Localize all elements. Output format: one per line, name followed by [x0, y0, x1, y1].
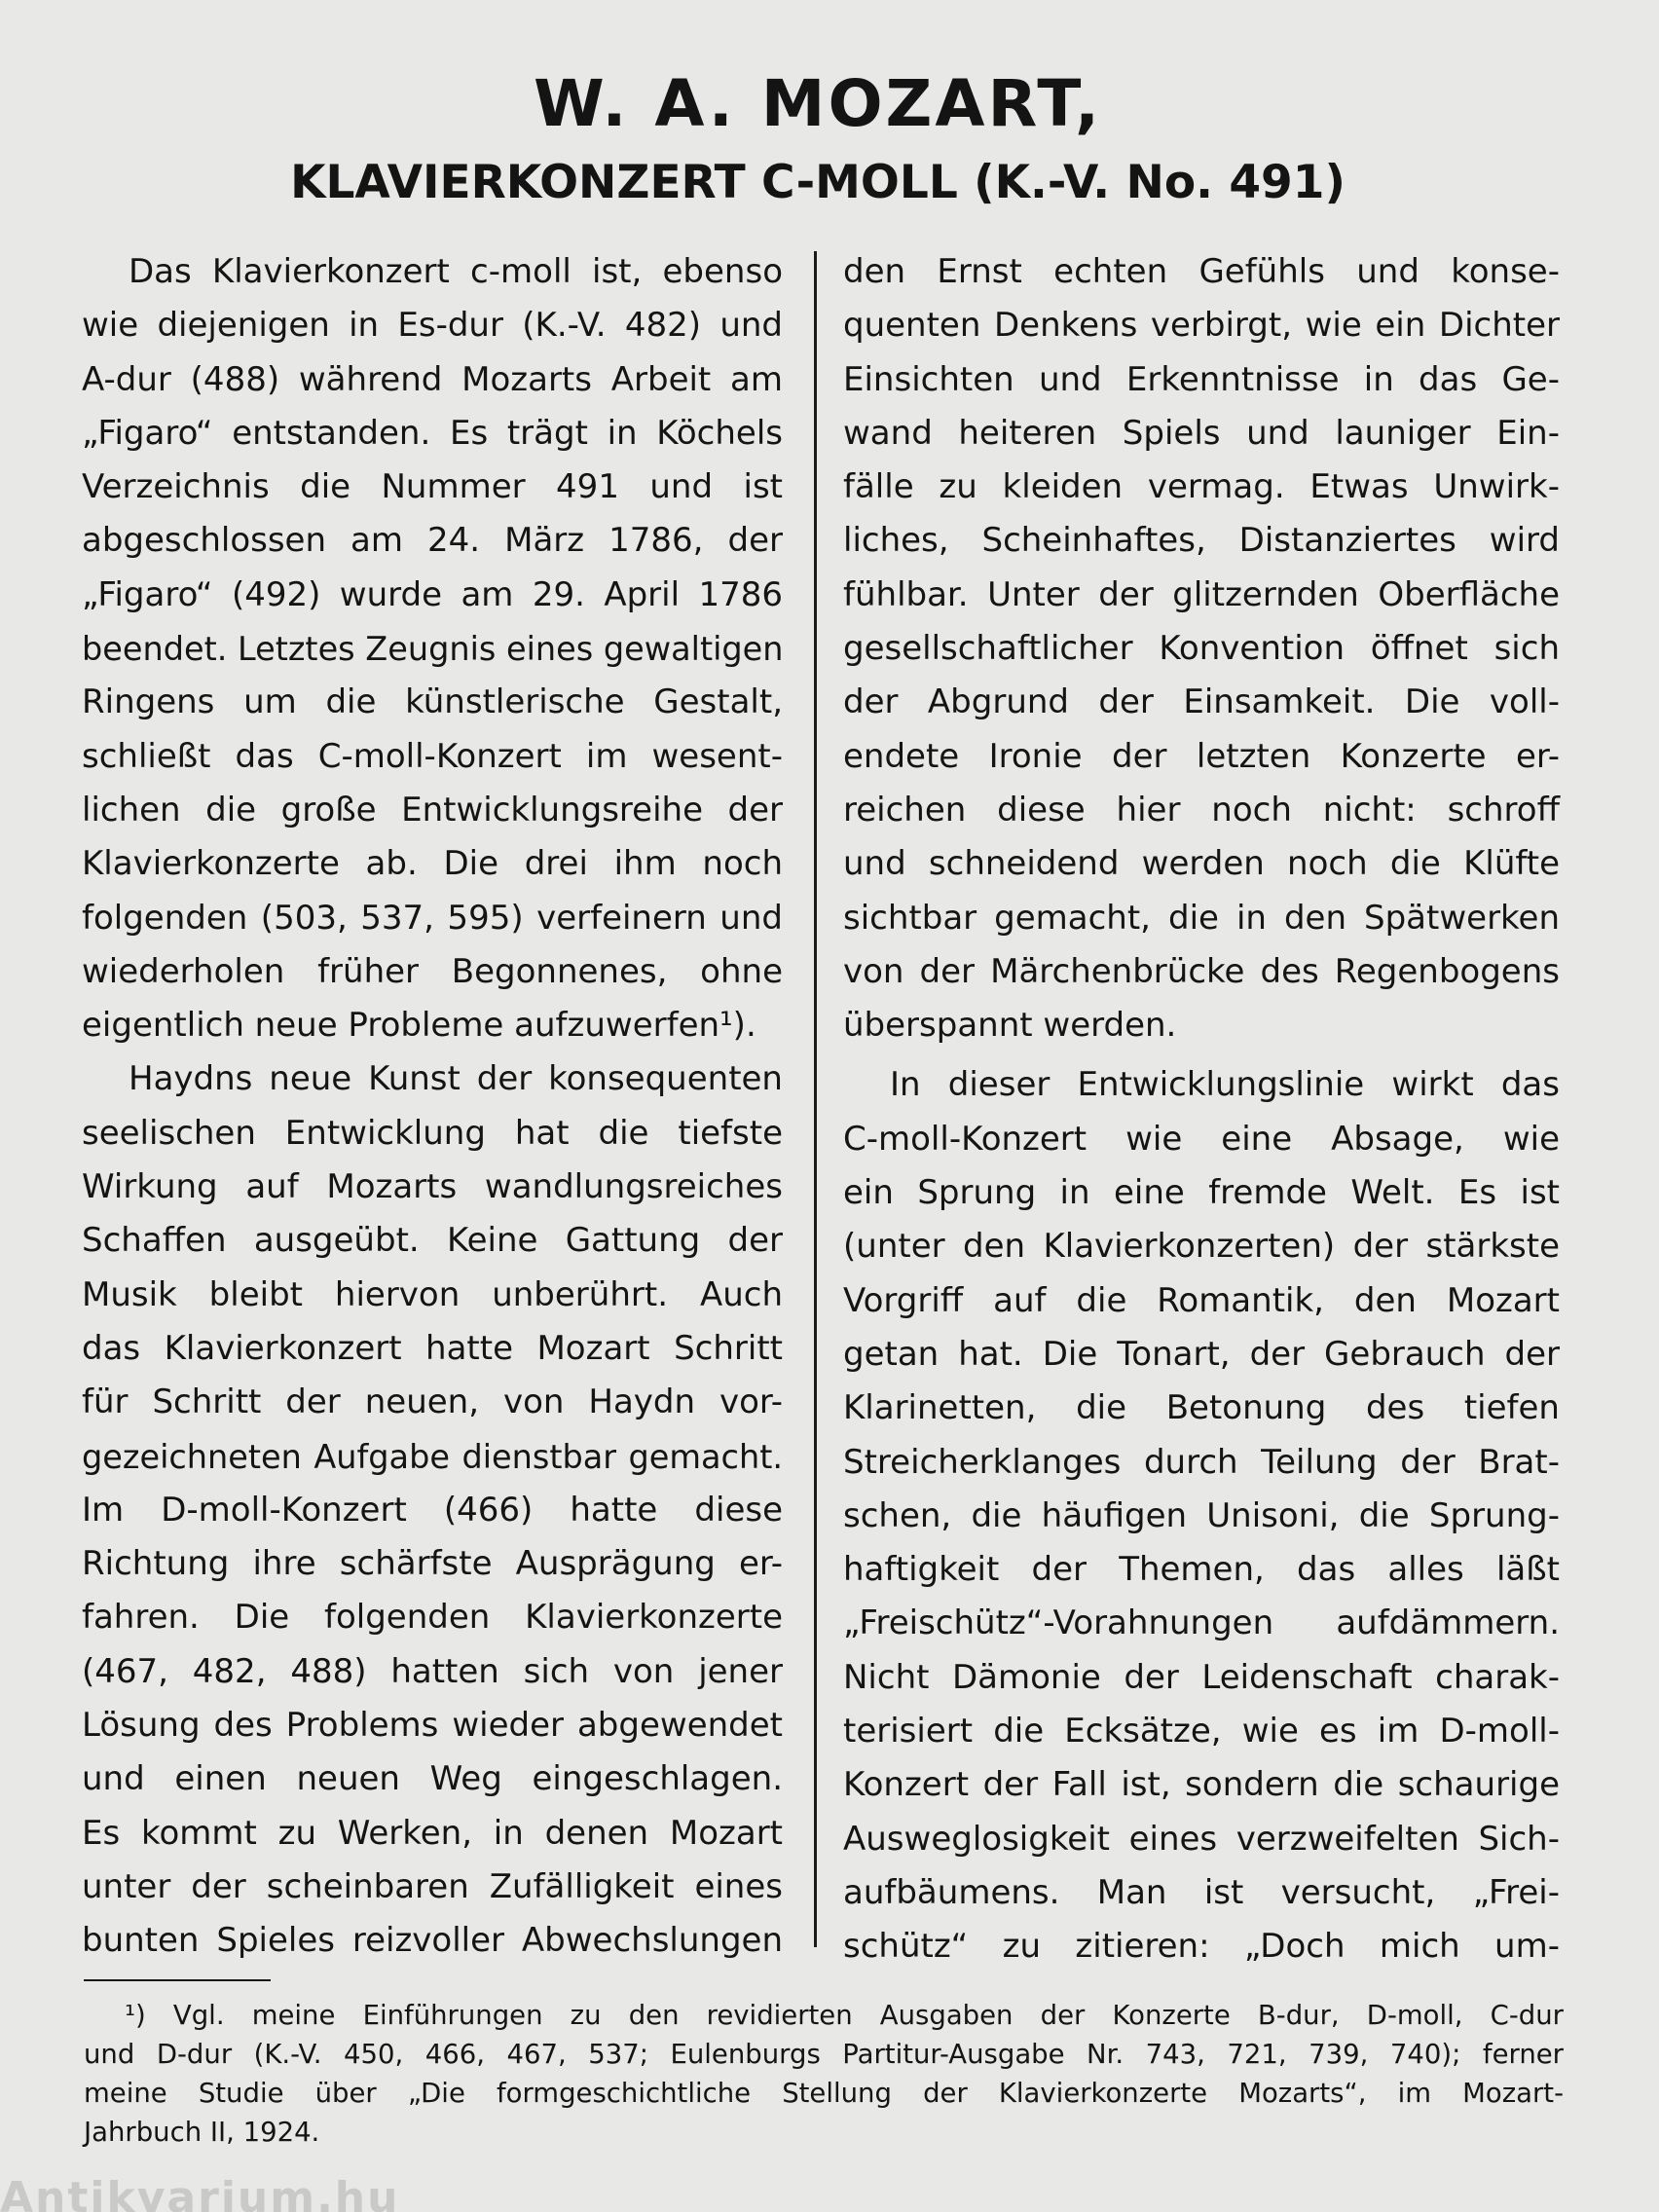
text-line: überspannt werden. [843, 1006, 1177, 1046]
text-line: Das Klavierkonzert c-moll ist, ebenso [129, 252, 783, 291]
text-line: Einsichten und Erkenntnisse in das Ge- [843, 359, 1560, 399]
text-line: Richtung ihre schärfste Ausprägung er- [82, 1544, 783, 1584]
text-line: wie diejenigen in Es-dur (K.-V. 482) und [82, 306, 783, 346]
text-line: Wirkung auf Mozarts wandlungsreiches [82, 1167, 783, 1207]
text-line: gezeichneten Aufgabe dienstbar gemacht. [82, 1437, 783, 1476]
text-line: endete Ironie der letzten Konzerte er- [843, 736, 1560, 776]
text-line: terisiert die Ecksätze, wie es im D-moll- [843, 1712, 1560, 1751]
footnote [84, 1996, 1564, 2152]
left-column [82, 245, 783, 1969]
text-line: reichen diese hier noch nicht: schroff [843, 790, 1560, 830]
text-line: abgeschlossen am 24. März 1786, der [82, 521, 783, 561]
text-line: „Figaro“ entstanden. Es trägt in Köchels [82, 413, 783, 453]
text-line: schließt das C-moll-Konzert im wesent- [82, 736, 783, 776]
text-line: bunten Spieles reizvoller Abwechslungen [82, 1921, 783, 1961]
text-line: Nicht Dämonie der Leidenschaft charak- [843, 1657, 1560, 1697]
text-line: Klavierkonzerte ab. Die drei ihm noch [82, 844, 783, 884]
text-line: Verzeichnis die Nummer 491 und ist [82, 467, 783, 507]
text-line: Streicherklanges durch Teilung der Brat- [843, 1442, 1560, 1482]
text-line: Ausweglosigkeit eines verzweifelten Sich- [843, 1819, 1560, 1859]
text-line: „Freischütz“-Vorahnungen aufdämmern. [843, 1604, 1560, 1643]
text-line: seelischen Entwicklung hat die tiefste [82, 1113, 783, 1153]
text-line: Ringens um die künstlerische Gestalt, [82, 682, 783, 722]
text-line: eigentlich neue Probleme aufzuwerfen¹). [82, 1006, 756, 1046]
text-line: für Schritt der neuen, von Haydn vor- [82, 1382, 783, 1422]
right-column [843, 245, 1560, 1974]
text-line: liches, Scheinhaftes, Distanziertes wird [843, 521, 1560, 561]
text-line: In dieser Entwicklungslinie wirkt das [890, 1065, 1560, 1105]
text-line: fälle zu kleiden vermag. Etwas Unwirk- [843, 467, 1560, 507]
text-line: Im D-moll-Konzert (466) hatte diese [82, 1490, 783, 1530]
text-line: Schaffen ausgeübt. Keine Gattung der [82, 1221, 783, 1261]
text-line: (467, 482, 488) hatten sich von jener [82, 1651, 783, 1691]
text-line: haftigkeit der Themen, das alles läßt [843, 1550, 1560, 1590]
text-line: von der Märchenbrücke des Regenbogens [843, 951, 1560, 991]
text-line: und schneidend werden noch die Klüfte [843, 844, 1560, 884]
text-line: Konzert der Fall ist, sondern die schaurige [843, 1765, 1560, 1805]
text-line: schen, die häufigen Unisoni, die Sprung- [843, 1495, 1560, 1535]
paragraph-right-1 [843, 245, 1560, 1052]
text-line: wiederholen früher Begonnenes, ohne [82, 951, 783, 991]
text-line: A-dur (488) während Mozarts Arbeit am [82, 359, 783, 399]
text-line: quenten Denkens verbirgt, wie ein Dichter [843, 306, 1560, 346]
text-line: der Abgrund der Einsamkeit. Die voll- [843, 682, 1560, 722]
text-line: „Figaro“ (492) wurde am 29. April 1786 [82, 574, 783, 614]
text-line: fühlbar. Unter der glitzernden Oberfläche [843, 574, 1560, 614]
text-line: Vorgriff auf die Romantik, den Mozart [843, 1280, 1560, 1320]
text-line: Es kommt zu Werken, in denen Mozart [82, 1813, 783, 1853]
text-line: aufbäumens. Man ist versucht, „Frei- [843, 1872, 1560, 1912]
text-line: Haydns neue Kunst der konsequenten [129, 1059, 783, 1099]
text-line: fahren. Die folgenden Klavierkonzerte [82, 1598, 783, 1638]
text-line: den Ernst echten Gefühls und konse- [843, 252, 1560, 291]
text-line: getan hat. Die Tonart, der Gebrauch der [843, 1334, 1560, 1374]
page-subtitle: KLAVIERKONZERT C-MOLL (K.-V. No. 491) [290, 156, 1346, 209]
text-line: Lösung des Problems wieder abgewendet [82, 1706, 783, 1746]
text-line: (unter den Klavierkonzerten) der stärkste [843, 1227, 1560, 1267]
text-line: schütz“ zu zitieren: „Doch mich um- [843, 1927, 1560, 1967]
page-title: W. A. MOZART, [533, 66, 1103, 141]
footnote-line: ¹) Vgl. meine Einführungen zu den revidierten Ausgaben der Konzerte B-dur, D-moll, C-dur [125, 2000, 1564, 2031]
text-line: lichen die große Entwicklungsreihe der [82, 790, 783, 830]
text-line: beendet. Letztes Zeugnis eines gewaltigen [82, 630, 784, 669]
footnote-line: Jahrbuch II, 1924. [84, 2117, 320, 2148]
watermark: Antikvarium.hu [0, 2173, 400, 2212]
footnote-line: meine Studie über „Die formgeschichtliche Stellung der Klavierkonzerte Mozarts“, im Mozart- [84, 2078, 1564, 2109]
text-line: ein Sprung in eine fremde Welt. Es ist [843, 1173, 1560, 1213]
text-line: sichtbar gemacht, die in den Spätwerken [843, 898, 1560, 938]
text-line: Musik bleibt hiervon unberührt. Auch [82, 1274, 783, 1314]
text-line: gesellschaftlicher Konvention öffnet sich [843, 629, 1560, 669]
text-line: wand heiteren Spiels und launiger Ein- [843, 413, 1560, 453]
footnote-line: und D-dur (K.-V. 450, 466, 467, 537; Eulenburgs Partitur-Ausgabe Nr. 743, 721, 739, 740); ferner [84, 2039, 1564, 2070]
text-line: folgenden (503, 537, 595) verfeinern und [82, 898, 783, 938]
text-line: das Klavierkonzert hatte Mozart Schritt [82, 1328, 783, 1368]
text-line: C-moll-Konzert wie eine Absage, wie [843, 1119, 1560, 1159]
paragraph-right-2 [843, 1058, 1560, 1973]
text-line: und einen neuen Weg eingeschlagen. [82, 1759, 783, 1799]
footnote-rule [84, 1979, 271, 1981]
paragraph-left-2 [82, 1052, 783, 1968]
text-line: unter der scheinbaren Zufälligkeit eines [82, 1866, 783, 1906]
column-divider [814, 251, 817, 1947]
text-line: Klarinetten, die Betonung des tiefen [843, 1388, 1560, 1428]
paragraph-left-1 [82, 245, 783, 1052]
